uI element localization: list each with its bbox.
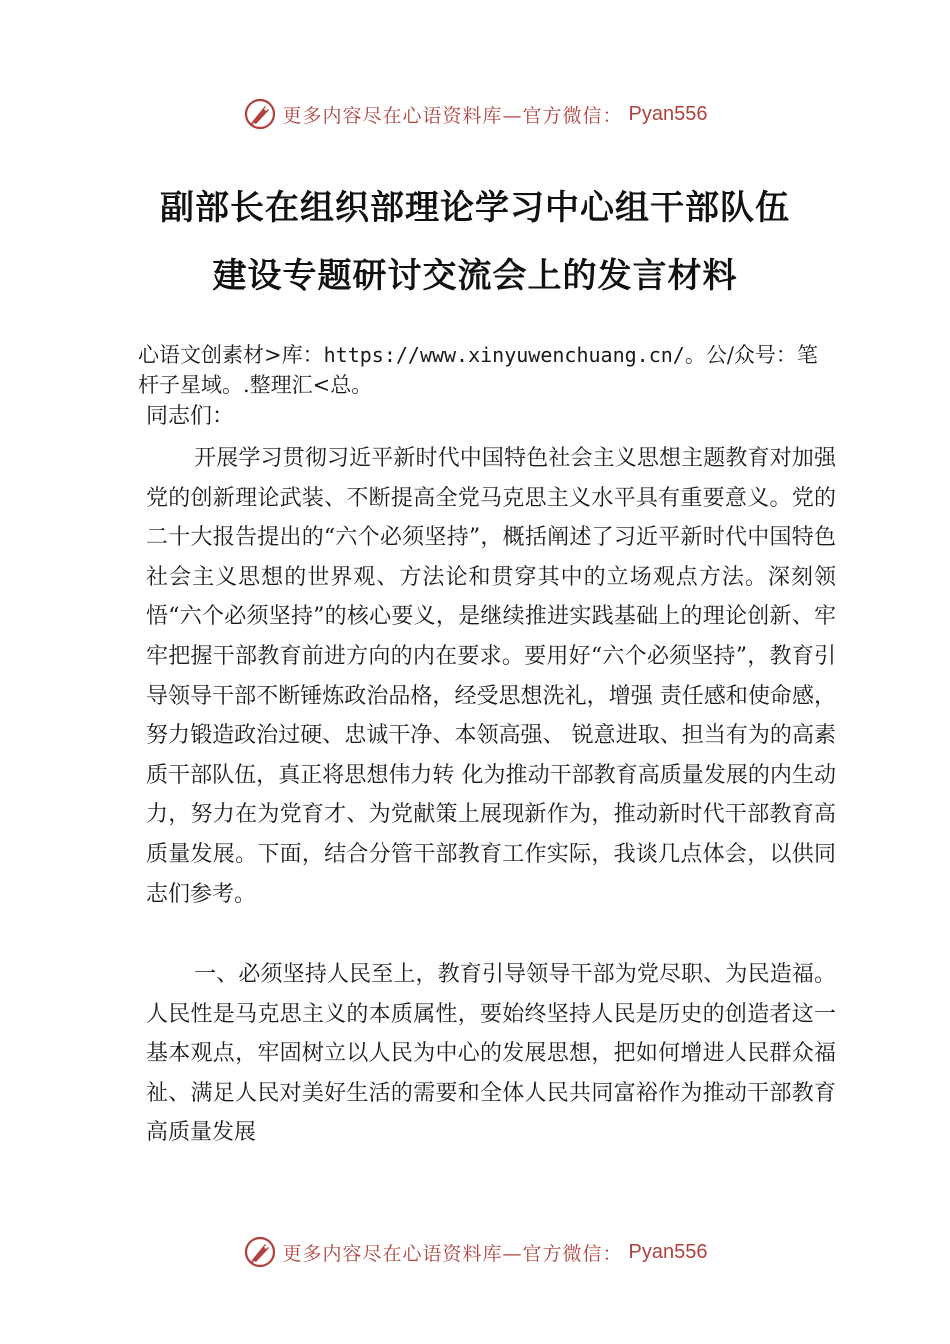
body-paragraph [146,439,836,914]
body-paragraph [146,955,836,1153]
banner-text: 更多内容尽在心语资料库—官方微信： [282,1242,623,1265]
banner-wechat-id: Pyan556 [628,1240,708,1263]
salutation: 同志们： [146,404,235,429]
pen-nib-logo-icon [243,1235,277,1269]
header-banner [0,94,950,134]
source-url: https://www.xinyuwenchuang.cn/ [323,343,685,367]
document-title-line-1: 副部长在组织部理论学习中心组干部队伍 [160,188,790,228]
source-prefix: 心语文创素材>库： [138,343,324,367]
banner-wechat-id: Pyan556 [628,102,708,125]
pen-nib-logo-icon [243,97,277,131]
paragraph-text: 开展学习贯彻习近平新时代中国特色社会主义思想主题教育对加强党的创新理论武装、不断提高全党马克思主义水平具有重要意义。党的二十大报告提出的“六个必须坚持”，概括阐述了习近平新时代中国特色社会主义思想的世界观、方法论和贯穿其中的立场观点方法。深刻领悟“六个必须坚持”的核心要义，是继续推进实践基础上的理论创新、牢牢把握干部教育前进方向的内在要求。要用好“六个必须坚持”，教育引导领导干部不断锤炼政治品格，经受思想洗礼，增强 责任感和使命感，努力锻造政治过硬、忠诚干净、本领高强、 锐意进取、担当有为的高素质干部队伍，真正将思想伟力转 化为推动干部教育高质量发展的内生动力，努力在为党育才、为党献策上展现新作为，推动新时代干部教育高质量发展。下面，结合分管干部教育工作实际，我谈几点体会，以供同 志们参考。 [146,446,836,907]
footer-banner [0,1232,950,1272]
source-note [138,340,838,400]
paragraph-text: 一、必须坚持人民至上，教育引导领导干部为党尽职、为民造福。人民性是马克思主义的本质属性，要始终坚持人民是历史的创造者这一基本观点，牢固树立以人民为中心的发展思想，把如何增进人民群众福祉、满足人民对美好生活的需要和全体人民共同富裕作为推动干部教育高质量发展 [146,962,836,1146]
source-suffix: 。公/众号：笔杆子星域。.整理汇<总。 [138,343,818,397]
document-title-line-2: 建设专题研讨交流会上的发言材料 [212,256,738,296]
banner-text: 更多内容尽在心语资料库—官方微信： [282,104,623,127]
